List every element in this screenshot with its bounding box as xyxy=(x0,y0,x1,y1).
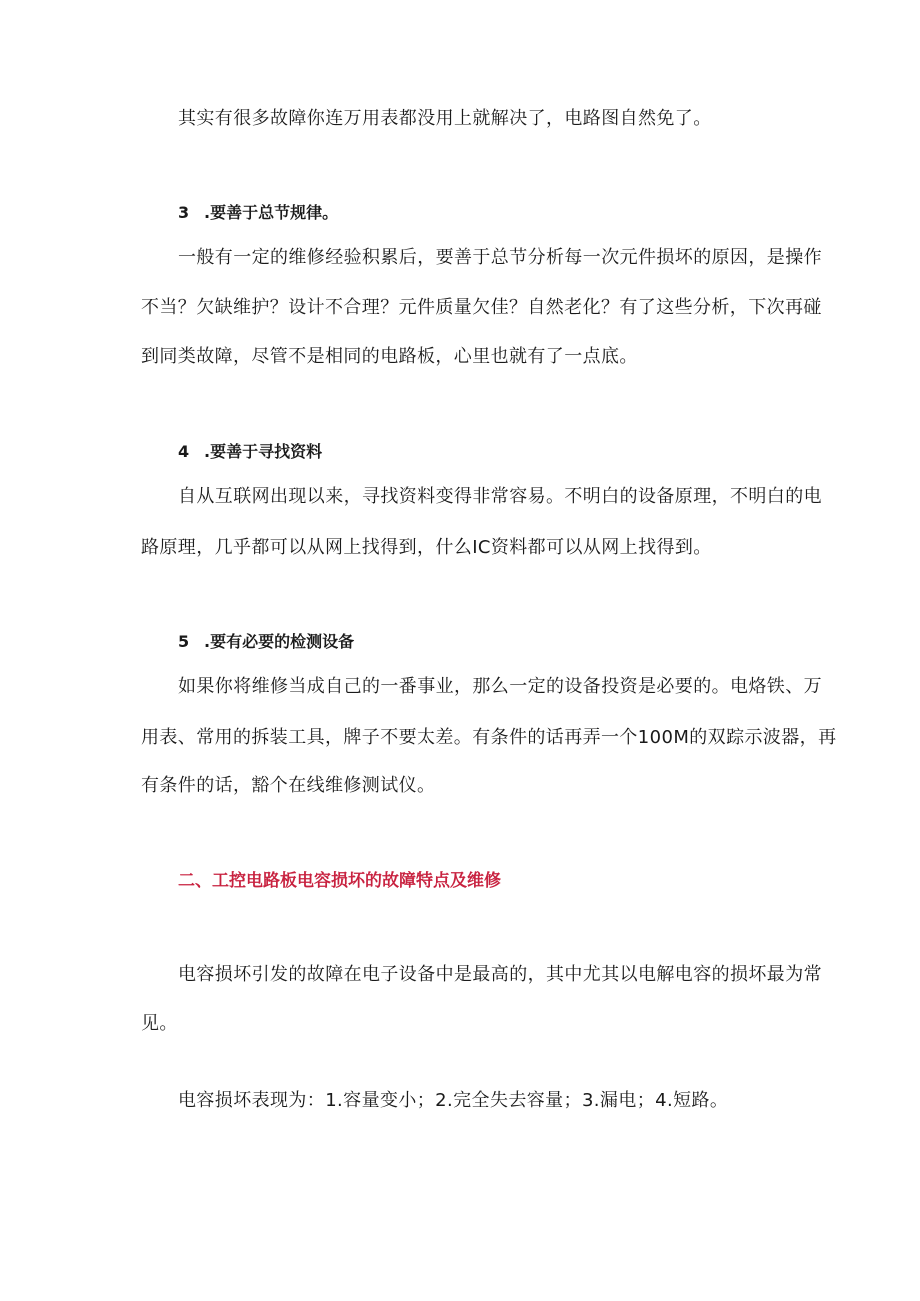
paragraph-line: 不当？欠缺维护？设计不合理？元件质量欠佳？自然老化？有了这些分析，下次再碰 xyxy=(141,297,822,318)
heading-section-3 xyxy=(178,202,338,224)
paragraph-line: 到同类故障，尽管不是相同的电路板，心里也就有了一点底。 xyxy=(141,346,638,367)
paragraph-line: 自从互联网出现以来，寻找资料变得非常容易。不明白的设备原理，不明白的电 xyxy=(178,486,822,507)
paragraph-line: 如果你将维修当成自己的一番事业，那么一定的设备投资是必要的。电烙铁、万 xyxy=(178,676,822,697)
paragraph-line: 一般有一定的维修经验积累后，要善于总节分析每一次元件损坏的原因，是操作 xyxy=(178,247,822,268)
heading-section-5 xyxy=(178,631,354,653)
heading-section-4 xyxy=(178,441,322,463)
paragraph-line: 见。 xyxy=(141,1013,178,1034)
heading-text: .要善于寻找资料 xyxy=(204,442,323,461)
heading-number: 4 xyxy=(178,442,190,461)
heading-text: .要善于总节规律。 xyxy=(204,203,339,222)
paragraph-line: 有条件的话，豁个在线维修测试仪。 xyxy=(141,775,436,796)
paragraph-intro-tail: 其实有很多故障你连万用表都没用上就解决了，电路图自然免了。 xyxy=(178,108,712,129)
paragraph-line: 用表、常用的拆装工具，牌子不要太差。有条件的话再弄一个100M的双踪示波器，再 xyxy=(141,727,837,748)
chapter-title: 二、工控电路板电容损坏的故障特点及维修 xyxy=(178,871,501,891)
paragraph-line: 电容损坏引发的故障在电子设备中是最高的，其中尤其以电解电容的损坏最为常 xyxy=(178,964,822,985)
paragraph-list-line: 电容损坏表现为：1.容量变小；2.完全失去容量；3.漏电；4.短路。 xyxy=(178,1090,729,1111)
heading-number: 3 xyxy=(178,203,190,222)
paragraph-line: 路原理，几乎都可以从网上找得到，什么IC资料都可以从网上找得到。 xyxy=(141,537,712,558)
heading-text: .要有必要的检测设备 xyxy=(204,632,355,651)
heading-number: 5 xyxy=(178,632,190,651)
